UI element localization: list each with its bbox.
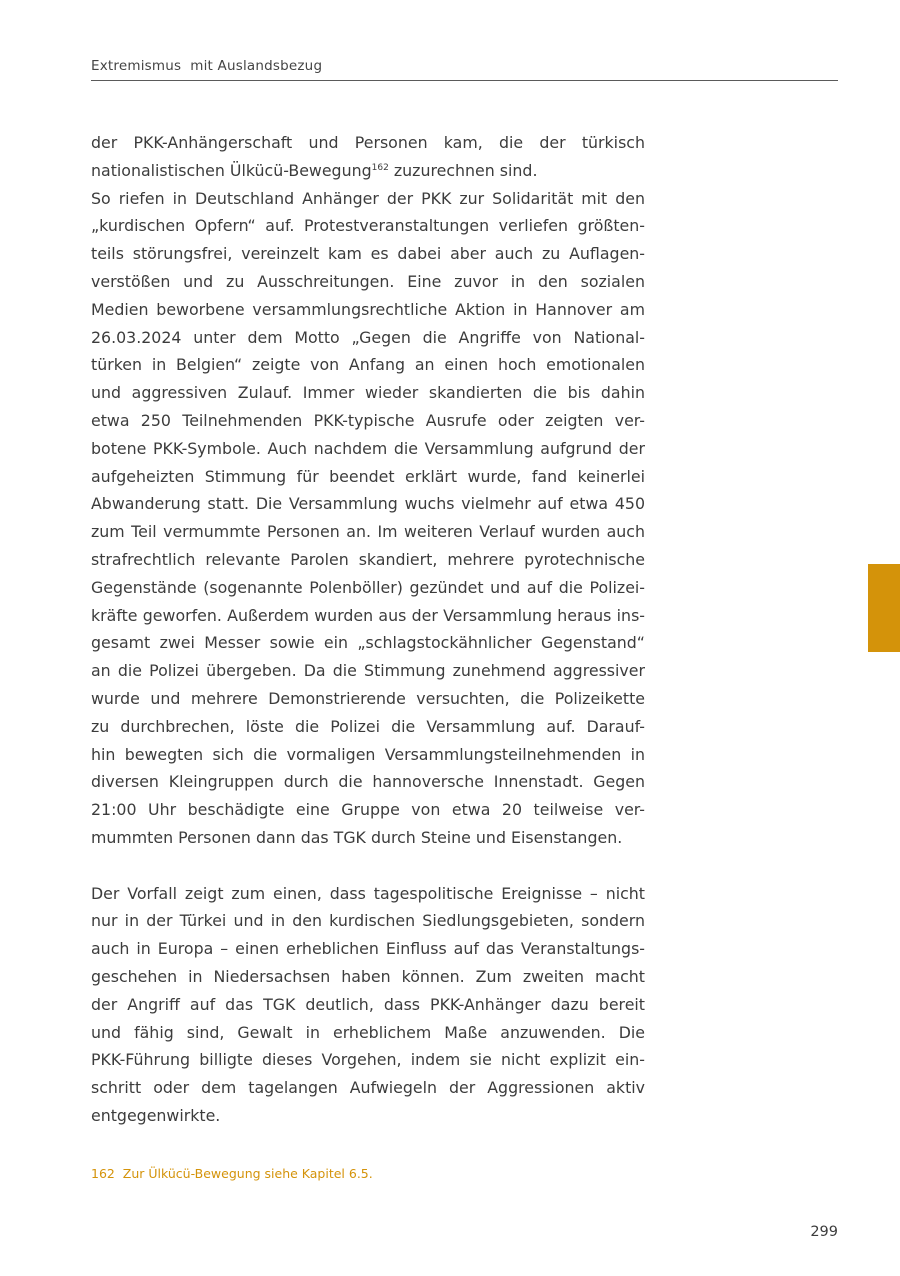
- text-line: hin bewegten sich die vormaligen Versammlungsteilnehmenden in: [91, 744, 645, 764]
- body-text: [91, 129, 645, 1130]
- text-line: wurde und mehrere Demonstrierende versuchten, die Polizeikette: [91, 688, 645, 708]
- text-fragment: zuzurechnen sind.: [388, 160, 538, 180]
- text-line: etwa 250 Teilnehmenden PKK-typische Ausrufe oder zeigten ver-: [91, 410, 645, 430]
- text-line: zum Teil vermummte Personen an. Im weiteren Verlauf wurden auch: [91, 522, 645, 542]
- text-line: [91, 157, 645, 185]
- text-line: der PKK-Anhängerschaft und Personen kam, die der türkisch: [91, 133, 645, 152]
- paragraph-1: [91, 129, 645, 185]
- text-line: an die Polizei übergeben. Da die Stimmung zunehmend aggressiver: [91, 661, 645, 681]
- text-line: diversen Kleingruppen durch die hannoversche Innenstadt. Gegen: [91, 772, 645, 792]
- text-line: teils störungsfrei, vereinzelt kam es dabei aber auch zu Auflagen-: [91, 244, 645, 264]
- text-fragment: nationalistischen Ülkücü-Bewegung: [91, 160, 372, 180]
- text-line: türken in Belgien“ zeigte von Anfang an einen hoch emotionalen: [91, 355, 645, 375]
- page-number: 299: [810, 1224, 838, 1240]
- chapter-thumb-tab: [868, 564, 900, 652]
- text-line: PKK-Führung billigte dieses Vorgehen, indem sie nicht explizit ein-: [91, 1050, 645, 1070]
- text-line: Medien beworbene versammlungsrechtliche Aktion in Hannover am: [91, 299, 645, 319]
- paragraph-spacer: [91, 852, 645, 880]
- text-line: aufgeheizten Stimmung für beendet erklärt wurde, fand keinerlei: [91, 466, 645, 486]
- text-line: schritt oder dem tagelangen Aufwiegeln der Aggressionen aktiv: [91, 1078, 645, 1098]
- text-line: 26.03.2024 unter dem Motto „Gegen die Angriffe von National-: [91, 327, 645, 347]
- paragraph-3: [91, 880, 645, 1130]
- text-line: verstößen und zu Ausschreitungen. Eine zuvor in den sozialen: [91, 271, 645, 291]
- text-line: nur in der Türkei und in den kurdischen Siedlungsgebieten, sondern: [91, 911, 645, 931]
- paragraph-2: [91, 185, 645, 852]
- text-line: Gegenstände (sogenannte Polenböller) gezündet und auf die Polizei-: [91, 577, 645, 597]
- text-line: und aggressiven Zulauf. Immer wieder skandierten die bis dahin: [91, 383, 645, 403]
- text-line: zu durchbrechen, löste die Polizei die Versammlung auf. Darauf-: [91, 716, 645, 736]
- text-line: strafrechtlich relevante Parolen skandiert, mehrere pyrotechnische: [91, 549, 645, 569]
- text-line: kräfte geworfen. Außerdem wurden aus der Versammlung heraus ins-: [91, 605, 645, 625]
- section-title: Extremismus mit Auslandsbezug: [91, 58, 323, 74]
- footnote: 162 Zur Ülkücü-Bewegung siehe Kapitel 6.5.: [91, 1166, 373, 1181]
- text-line: und fähig sind, Gewalt in erheblichem Maße anzuwenden. Die: [91, 1022, 645, 1042]
- footnote-reference[interactable]: 162: [371, 162, 389, 173]
- text-line: der Angriff auf das TGK deutlich, dass PKK-Anhänger dazu bereit: [91, 994, 645, 1014]
- text-line: botene PKK-Symbole. Auch nachdem die Versammlung aufgrund der: [91, 438, 645, 458]
- text-line: Der Vorfall zeigt zum einen, dass tagespolitische Ereignisse – nicht: [91, 883, 645, 903]
- running-header: [91, 58, 838, 81]
- text-line: geschehen in Niedersachsen haben können. Zum zweiten macht: [91, 966, 645, 986]
- text-line: So riefen in Deutschland Anhänger der PKK zur Solidarität mit den: [91, 188, 645, 208]
- text-line: mummten Personen dann das TGK durch Steine und Eisenstangen.: [91, 827, 623, 847]
- text-line: „kurdischen Opfern“ auf. Protestveranstaltungen verliefen größten-: [91, 216, 645, 236]
- text-line: auch in Europa – einen erheblichen Einfluss auf das Veranstaltungs-: [91, 939, 645, 959]
- text-line: entgegenwirkte.: [91, 1105, 221, 1125]
- text-line: gesamt zwei Messer sowie ein „schlagstockähnlicher Gegenstand“: [91, 633, 645, 653]
- text-line: 21:00 Uhr beschädigte eine Gruppe von etwa 20 teilweise ver-: [91, 800, 645, 820]
- text-line: Abwanderung statt. Die Versammlung wuchs vielmehr auf etwa 450: [91, 494, 645, 514]
